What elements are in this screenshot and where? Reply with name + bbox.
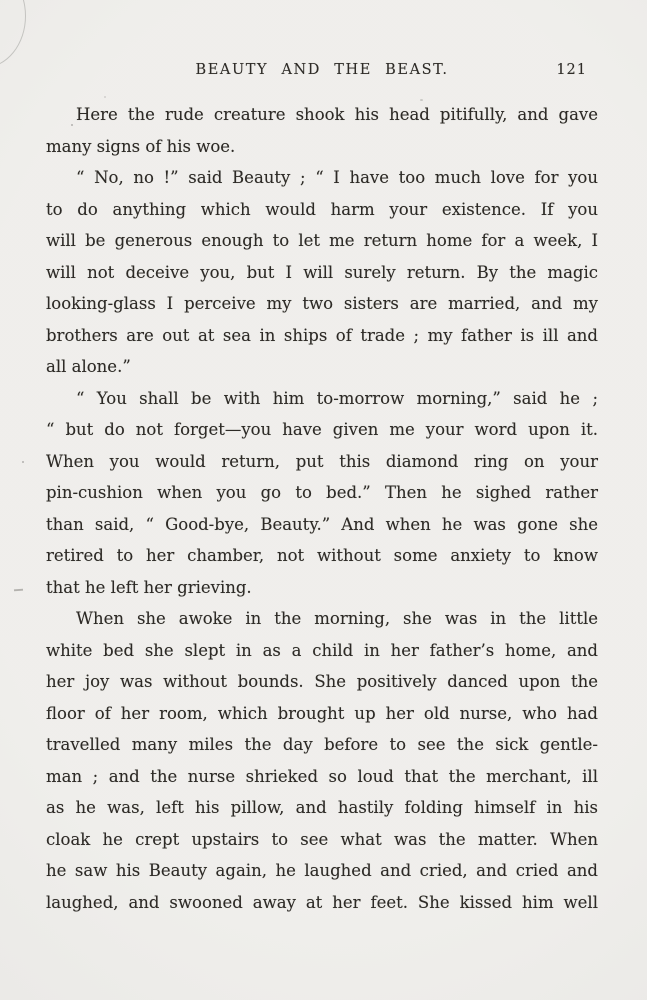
- text-line: will not deceive you, but I will surely return. By the magic: [46, 262, 598, 282]
- text-line: all alone.”: [46, 357, 131, 376]
- text-line: When she awoke in the morning, she was in the little: [76, 609, 598, 628]
- text-line: Here the rude creature shook his head pitifully, and gave: [76, 105, 598, 124]
- body-text: [46, 99, 598, 918]
- paragraph: [46, 99, 598, 162]
- text-line: man ; and the nurse shrieked so loud that the merchant, ill: [46, 766, 598, 786]
- page-header: [46, 62, 598, 84]
- text-line: will be generous enough to let me return home for a week, I: [46, 231, 598, 250]
- text-line: that he left her grieving.: [46, 577, 252, 597]
- paper-speck: [22, 461, 24, 463]
- text-line: When you would return, put this diamond ring on your: [46, 451, 598, 471]
- text-line: travelled many miles the day before to see the sick gentle-: [46, 735, 598, 754]
- text-line: to do anything which would harm your existence. If you: [46, 199, 598, 219]
- text-line: “ No, no !” said Beauty ; “ I have too much love for you: [76, 168, 598, 187]
- paragraph: [46, 383, 598, 604]
- paragraph: [46, 162, 598, 383]
- text-line: floor of her room, which brought up her old nurse, who had: [46, 703, 598, 723]
- page-curl-artifact: [0, 0, 26, 68]
- text-line: her joy was without bounds. She positively danced upon the: [46, 672, 598, 691]
- text-line: brothers are out at sea in ships of trade ; my father is ill and: [46, 325, 598, 345]
- paper-speck: [104, 96, 106, 98]
- text-line: laughed, and swooned away at her feet. She kissed him well: [46, 892, 598, 912]
- text-line: many signs of his woe.: [46, 136, 236, 156]
- text-line: “ You shall be with him to-morrow morning,” said he ;: [76, 388, 598, 408]
- text-line: he saw his Beauty again, he laughed and cried, and cried and: [46, 861, 598, 880]
- running-title: BEAUTY AND THE BEAST.: [195, 62, 449, 78]
- text-line: than said, “ Good-bye, Beauty.” And when he was gone she: [46, 514, 598, 534]
- text-line: looking-glass I perceive my two sisters are married, and my: [46, 294, 598, 313]
- page-number: 121: [556, 62, 587, 78]
- text-line: “ but do not forget—you have given me your word upon it.: [46, 420, 598, 439]
- text-line: pin-cushion when you go to bed.” Then he sighed rather: [46, 483, 598, 502]
- text-line: white bed she slept in as a child in her father’s home, and: [46, 640, 598, 660]
- text-line: as he was, left his pillow, and hastily folding himself in his: [46, 798, 598, 817]
- margin-mark-artifact: [14, 589, 23, 592]
- text-line: cloak he crept upstairs to see what was the matter. When: [46, 829, 598, 849]
- paragraph: [46, 603, 598, 918]
- text-line: retired to her chamber, not without some anxiety to know: [46, 546, 598, 565]
